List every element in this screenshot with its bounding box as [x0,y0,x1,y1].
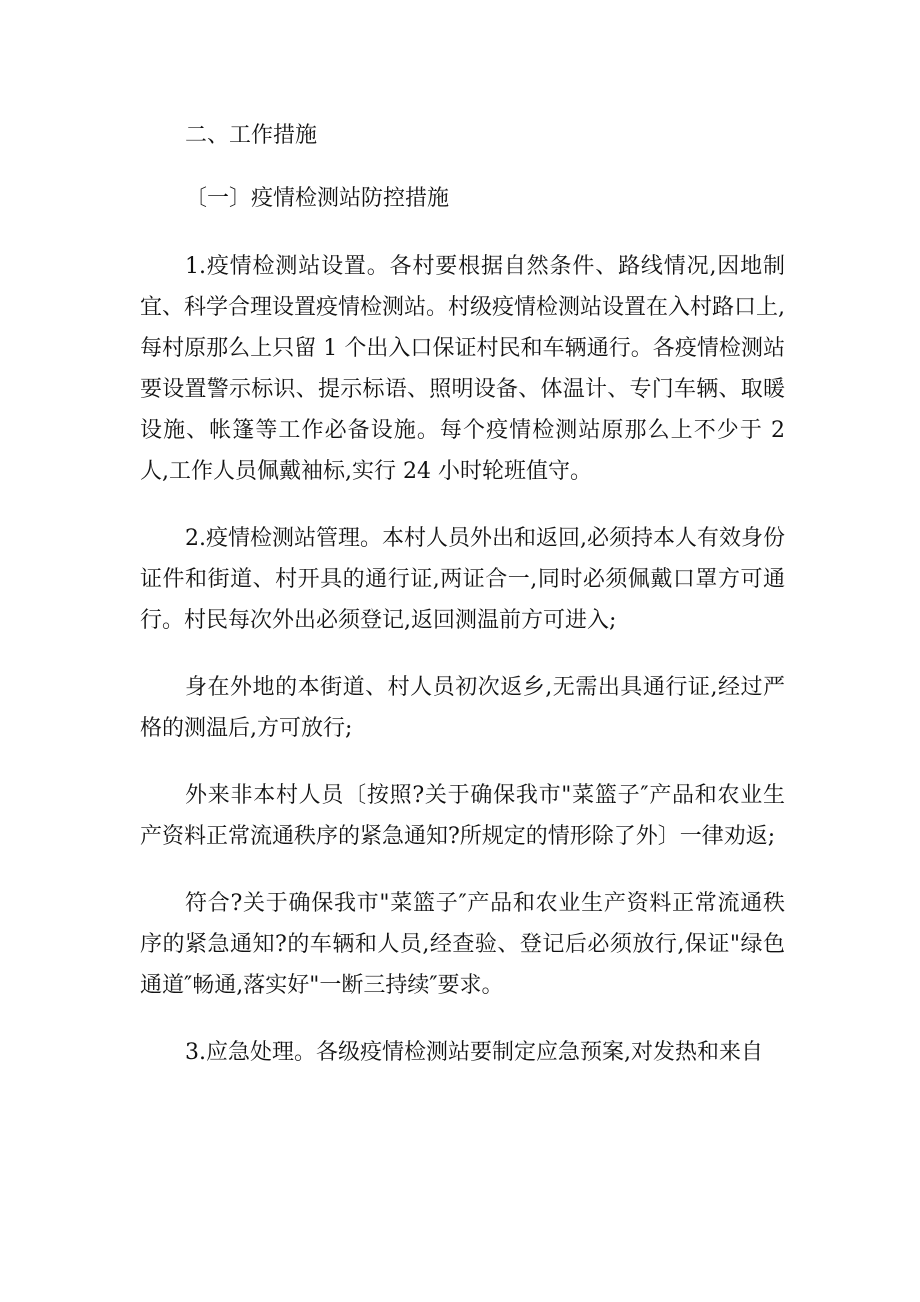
paragraph-returning-residents: 身在外地的本街道、村人员初次返乡,无需出具通行证,经过严格的测温后,方可放行; [140,675,785,741]
subsection-heading: 〔一〕疫情检测站防控措施 [185,186,450,211]
section-heading: 二、工作措施 [185,123,318,148]
document-body [140,116,785,1099]
paragraph-checkpoint-management: 2.疫情检测站管理。本村人员外出和返回,必须持本人有效身份证件和街道、村开具的通行证,两证合一,同时必须佩戴口罩方可通行。村民每次外出必须登记,返回测温前方可进入; [140,526,785,633]
paragraph-emergency-handling: 3.应急处理。各级疫情检测站要制定应急预案,对发热和来自 [185,1040,763,1065]
paragraph-non-residents: 外来非本村人员〔按照?关于确保我市"菜篮子″产品和农业生产资料正常流通秩序的紧急通知?所规定的情形除了外〕一律劝返; [140,783,785,849]
paragraph-green-channel: 符合?关于确保我市"菜篮子″产品和农业生产资料正常流通秩序的紧急通知?的车辆和人员,经查验、登记后必须放行,保证"绿色通道″畅通,落实好"一断三持续″要求。 [140,891,785,998]
paragraph-checkpoint-setup: 1.疫情检测站设置。各村要根据自然条件、路线情况,因地制宜、科学合理设置疫情检测站。村级疫情检测站设置在入村路口上,每村原那么上只留 1 个出入口保证村民和车辆通行。各疫情检测站要设置警示标识、提示标语、照明设备、体温计、专门车辆、取暖设施、帐篷等工作必备设施。每个疫情检测站原那么上不少于 2 人,工作人员佩戴袖标,实行 24 小时轮班值守。 [140,254,785,484]
